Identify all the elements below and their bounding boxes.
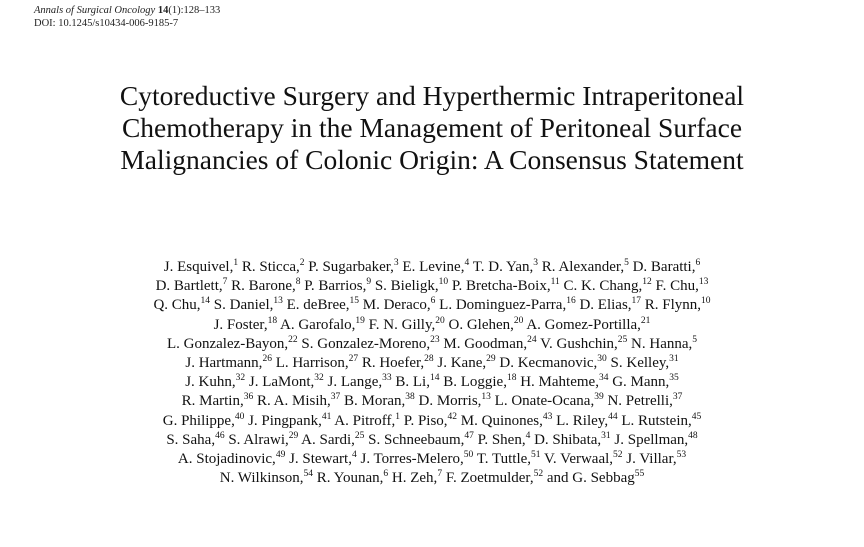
author — [360, 451, 473, 467]
author-name: S. Alrawi, — [228, 431, 289, 448]
affiliation-number: 3 — [393, 258, 399, 268]
affiliation-number: 4 — [351, 450, 357, 461]
affiliation-number: 5 — [692, 334, 698, 345]
author — [182, 393, 254, 409]
author — [656, 278, 709, 294]
author-name: P. Sugarbaker, — [308, 259, 394, 275]
author — [185, 355, 272, 371]
author-name: A. Garofalo, — [280, 316, 356, 333]
author-name: R. Sticca, — [241, 259, 300, 275]
affiliation-number: 30 — [597, 354, 607, 365]
author — [526, 317, 650, 333]
author-name: A. Gomez-Portilla, — [526, 316, 641, 333]
affiliation-number: 12 — [642, 277, 652, 288]
author-name: L. Onate-Ocana, — [494, 393, 595, 410]
title-line: Cytoreductive Surgery and Hyperthermic Intraperitoneal — [119, 80, 745, 111]
author — [392, 470, 442, 486]
affiliation-number: 29 — [288, 430, 299, 441]
author — [301, 432, 364, 448]
affiliation-number: 43 — [542, 411, 553, 422]
affiliation-number: 5 — [624, 258, 629, 268]
author — [449, 317, 524, 333]
affiliation-number: 55 — [634, 469, 645, 480]
author-name: R. Alexander, — [541, 259, 625, 275]
affiliation-number: 9 — [366, 277, 372, 288]
affiliation-number: 40 — [234, 411, 245, 422]
author — [395, 374, 439, 390]
author-name: M. Quinones, — [460, 412, 543, 429]
author-name: R. A. Misih, — [256, 393, 331, 410]
affiliation-number: 27 — [348, 354, 359, 365]
author-name: O. Glehen, — [448, 316, 514, 333]
author — [301, 336, 439, 352]
affiliation-number: 22 — [288, 334, 298, 345]
author — [317, 470, 388, 486]
author-line — [0, 469, 864, 488]
author-name: P. Barrios, — [304, 278, 367, 295]
affiliation-number: 37 — [672, 392, 683, 403]
author-name: F. N. Gilly, — [368, 316, 436, 333]
author-name: G. Mann, — [612, 374, 670, 391]
affiliation-number: 44 — [608, 411, 618, 422]
author-name: L. Gonzalez-Bayon, — [166, 335, 289, 352]
author-line — [0, 373, 864, 392]
affiliation-number: 25 — [354, 430, 365, 441]
affiliation-number: 3 — [533, 258, 539, 268]
author — [477, 451, 541, 467]
affiliation-number: 47 — [464, 430, 474, 441]
author — [375, 278, 448, 294]
author — [156, 278, 228, 294]
author-name: V. Verwaal, — [544, 451, 614, 468]
author — [214, 317, 278, 333]
affiliation-number: 24 — [527, 334, 537, 345]
affiliation-number: 14 — [429, 373, 440, 384]
author-name: J. Stewart, — [289, 451, 352, 468]
author — [631, 336, 697, 352]
author-name: and G. Sebbag — [546, 470, 635, 487]
author — [419, 393, 491, 409]
author — [404, 413, 457, 429]
author — [178, 451, 285, 467]
affiliation-number: 38 — [405, 392, 415, 403]
author — [304, 278, 371, 294]
author-name: L. Harrison, — [275, 355, 349, 372]
author — [289, 451, 357, 467]
affiliation-number: 4 — [464, 258, 470, 268]
author-name: J. Spellman, — [614, 431, 689, 448]
author-line — [0, 335, 864, 354]
affiliation-number: 1 — [395, 411, 401, 422]
affiliation-number: 6 — [695, 258, 701, 268]
author-name: H. Mahteme, — [520, 374, 599, 391]
affiliation-number: 8 — [295, 277, 301, 288]
author — [308, 259, 398, 275]
affiliation-number: 16 — [566, 296, 576, 307]
author-name: J. Lange, — [327, 374, 383, 391]
author — [164, 259, 238, 275]
affiliation-number: 42 — [447, 411, 458, 422]
affiliation-number: 50 — [463, 450, 474, 461]
author-line — [0, 316, 864, 335]
author-name: B. Loggie, — [443, 374, 507, 391]
author — [611, 355, 679, 371]
author-name: D. Shibata, — [534, 431, 602, 448]
author-name: J. Esquivel, — [163, 259, 234, 275]
author-name: J. Villar, — [626, 451, 677, 468]
affiliation-number: 25 — [617, 334, 628, 345]
affiliation-number: 49 — [275, 450, 286, 461]
author — [540, 336, 627, 352]
author-name: B. Moran, — [344, 393, 406, 410]
author — [612, 374, 679, 390]
doi: DOI: 10.1245/s10434-006-9185-7 — [34, 18, 179, 29]
author — [344, 393, 415, 409]
author — [242, 259, 305, 275]
author-name: A. Sardi, — [301, 431, 355, 448]
author — [231, 278, 300, 294]
affiliation-number: 18 — [267, 315, 278, 326]
affiliation-number: 48 — [688, 430, 698, 441]
author-line — [0, 431, 864, 450]
author — [163, 413, 245, 429]
affiliation-number: 29 — [486, 354, 496, 365]
author-name: M. Deraco, — [362, 297, 431, 314]
author-name: R. Barone, — [231, 278, 296, 295]
author-name: T. Tuttle, — [476, 451, 532, 468]
author-name: Q. Chu, — [153, 297, 201, 314]
journal-issue-pages: (1):128–133 — [168, 5, 221, 16]
author — [167, 336, 298, 352]
author-line — [0, 296, 864, 315]
author — [443, 336, 536, 352]
author-list — [0, 258, 864, 488]
affiliation-number: 1 — [233, 258, 239, 268]
affiliation-number: 53 — [676, 450, 687, 461]
affiliation-number: 36 — [243, 392, 254, 403]
author-name: S. Bieligk, — [374, 278, 439, 295]
affiliation-number: 34 — [598, 373, 609, 384]
affiliation-number: 13 — [273, 296, 283, 307]
author-name: J. Kuhn, — [185, 374, 236, 391]
author — [542, 259, 629, 275]
author-line — [0, 258, 864, 277]
author-name: D. Kecmanovic, — [499, 355, 598, 372]
affiliation-number: 4 — [525, 430, 531, 441]
affiliation-number: 31 — [601, 430, 611, 441]
author — [614, 432, 697, 448]
journal-name: Annals of Surgical Oncology — [34, 5, 156, 16]
author — [443, 374, 516, 390]
author — [645, 297, 711, 313]
affiliation-number: 46 — [215, 430, 225, 441]
author-name: N. Hanna, — [631, 335, 693, 352]
author — [607, 393, 682, 409]
author — [547, 470, 644, 486]
author-line — [0, 450, 864, 469]
affiliation-number: 11 — [550, 277, 560, 288]
paper-title — [0, 80, 864, 176]
author — [368, 432, 474, 448]
author-name: J. Pingpank, — [248, 412, 322, 429]
author — [564, 278, 652, 294]
author — [556, 413, 617, 429]
affiliation-number: 39 — [594, 392, 604, 403]
author-name: L. Dominguez-Parra, — [439, 297, 567, 314]
author-name: P. Piso, — [403, 412, 448, 429]
author — [478, 432, 531, 448]
author — [249, 374, 324, 390]
author — [220, 470, 313, 486]
author-name: D. Bartlett, — [155, 278, 223, 295]
affiliation-number: 45 — [691, 411, 702, 422]
author — [446, 470, 543, 486]
author-name: F. Chu, — [655, 278, 699, 295]
author-name: B. Li, — [395, 374, 430, 391]
author — [363, 297, 436, 313]
author-line — [0, 354, 864, 373]
author-name: R. Hoefer, — [361, 355, 425, 372]
affiliation-number: 52 — [533, 469, 544, 480]
affiliation-number: 23 — [430, 334, 440, 345]
author-name: L. Riley, — [556, 412, 609, 429]
author-name: V. Gushchin, — [540, 335, 618, 352]
author — [534, 432, 611, 448]
author-name: J. Kane, — [437, 355, 487, 372]
author — [280, 317, 365, 333]
author-name: R. Younan, — [316, 470, 384, 487]
author-name: S. Schneebaum, — [368, 431, 465, 448]
author — [369, 317, 445, 333]
author — [287, 297, 359, 313]
affiliation-number: 17 — [631, 296, 642, 307]
citation-header — [34, 4, 220, 30]
author-name: G. Philippe, — [162, 412, 235, 429]
affiliation-number: 21 — [640, 315, 651, 326]
author-name: M. Goodman, — [443, 335, 528, 352]
affiliation-number: 19 — [355, 315, 365, 326]
author — [276, 355, 358, 371]
affiliation-number: 10 — [438, 277, 449, 288]
affiliation-number: 41 — [321, 411, 332, 422]
affiliation-number: 14 — [200, 296, 211, 307]
author — [452, 278, 560, 294]
author — [334, 413, 400, 429]
author — [633, 259, 701, 275]
author-name: A. Pitroff, — [334, 412, 396, 429]
affiliation-number: 33 — [382, 373, 392, 384]
affiliation-number: 20 — [513, 315, 524, 326]
author-name: D. Morris, — [418, 393, 482, 410]
author-name: J. Foster, — [213, 316, 268, 333]
author-name: S. Gonzalez-Moreno, — [301, 335, 431, 352]
author — [402, 259, 469, 275]
title-line: Chemotherapy in the Management of Peritoneal Surface — [121, 112, 743, 143]
author-line — [0, 412, 864, 431]
author — [214, 297, 283, 313]
author-name: J. LaMont, — [248, 374, 315, 391]
affiliation-number: 52 — [613, 450, 623, 461]
author-name: N. Petrelli, — [607, 393, 673, 410]
author-name: T. D. Yan, — [472, 259, 534, 275]
affiliation-number: 32 — [314, 373, 324, 384]
affiliation-number: 13 — [481, 392, 491, 403]
affiliation-number: 51 — [531, 450, 541, 461]
author-name: H. Zeh, — [391, 470, 438, 487]
author — [544, 451, 623, 467]
author-name: D. Elias, — [579, 297, 632, 314]
author-name: J. Hartmann, — [185, 355, 263, 372]
author-name: A. Stojadinovic, — [177, 451, 276, 468]
author — [437, 355, 495, 371]
affiliation-number: 37 — [330, 392, 341, 403]
author — [362, 355, 434, 371]
author-line — [0, 392, 864, 411]
affiliation-number: 18 — [506, 373, 517, 384]
affiliation-number: 32 — [235, 373, 246, 384]
affiliation-number: 7 — [437, 469, 443, 480]
author — [328, 374, 392, 390]
author — [461, 413, 553, 429]
author — [439, 297, 576, 313]
affiliation-number: 10 — [701, 296, 711, 307]
author — [257, 393, 340, 409]
author-name: L. Rutstein, — [621, 412, 692, 429]
author-name: F. Zoetmulder, — [445, 470, 534, 487]
author-name: E. deBree, — [286, 297, 350, 314]
journal-volume: 14 — [157, 5, 169, 16]
affiliation-number: 35 — [669, 373, 679, 384]
affiliation-number: 26 — [262, 354, 272, 365]
affiliation-number: 6 — [383, 469, 389, 480]
author-name: S. Daniel, — [213, 297, 274, 314]
author — [579, 297, 641, 313]
affiliation-number: 6 — [430, 296, 436, 307]
author — [228, 432, 298, 448]
author — [621, 413, 701, 429]
author-line — [0, 277, 864, 296]
affiliation-number: 31 — [669, 354, 679, 365]
author — [153, 297, 210, 313]
affiliation-number: 7 — [222, 277, 228, 288]
affiliation-number: 28 — [424, 354, 434, 365]
author-name: J. Torres-Melero, — [360, 451, 464, 468]
affiliation-number: 54 — [303, 469, 313, 480]
author — [473, 259, 538, 275]
journal-citation — [34, 4, 220, 17]
author-name: P. Bretcha-Boix, — [451, 278, 551, 295]
affiliation-number: 20 — [435, 315, 445, 326]
author — [520, 374, 608, 390]
affiliation-number: 2 — [299, 258, 305, 268]
author — [495, 393, 604, 409]
affiliation-number: 15 — [349, 296, 360, 307]
author-name: D. Baratti, — [632, 259, 696, 275]
author-name: S. Saha, — [166, 431, 216, 448]
title-line: Malignancies of Colonic Origin: A Consensus Statement — [120, 144, 744, 175]
author — [626, 451, 686, 467]
author-name: R. Martin, — [181, 393, 244, 410]
author — [248, 413, 331, 429]
author-name: R. Flynn, — [644, 297, 702, 314]
author-name: S. Kelley, — [610, 355, 670, 372]
affiliation-number: 13 — [698, 277, 709, 288]
author-name: E. Levine, — [402, 259, 465, 275]
author-name: N. Wilkinson, — [219, 470, 304, 487]
author — [166, 432, 224, 448]
author-name: P. Shen, — [477, 431, 526, 448]
author — [185, 374, 245, 390]
author — [499, 355, 606, 371]
author-name: C. K. Chang, — [563, 278, 643, 295]
